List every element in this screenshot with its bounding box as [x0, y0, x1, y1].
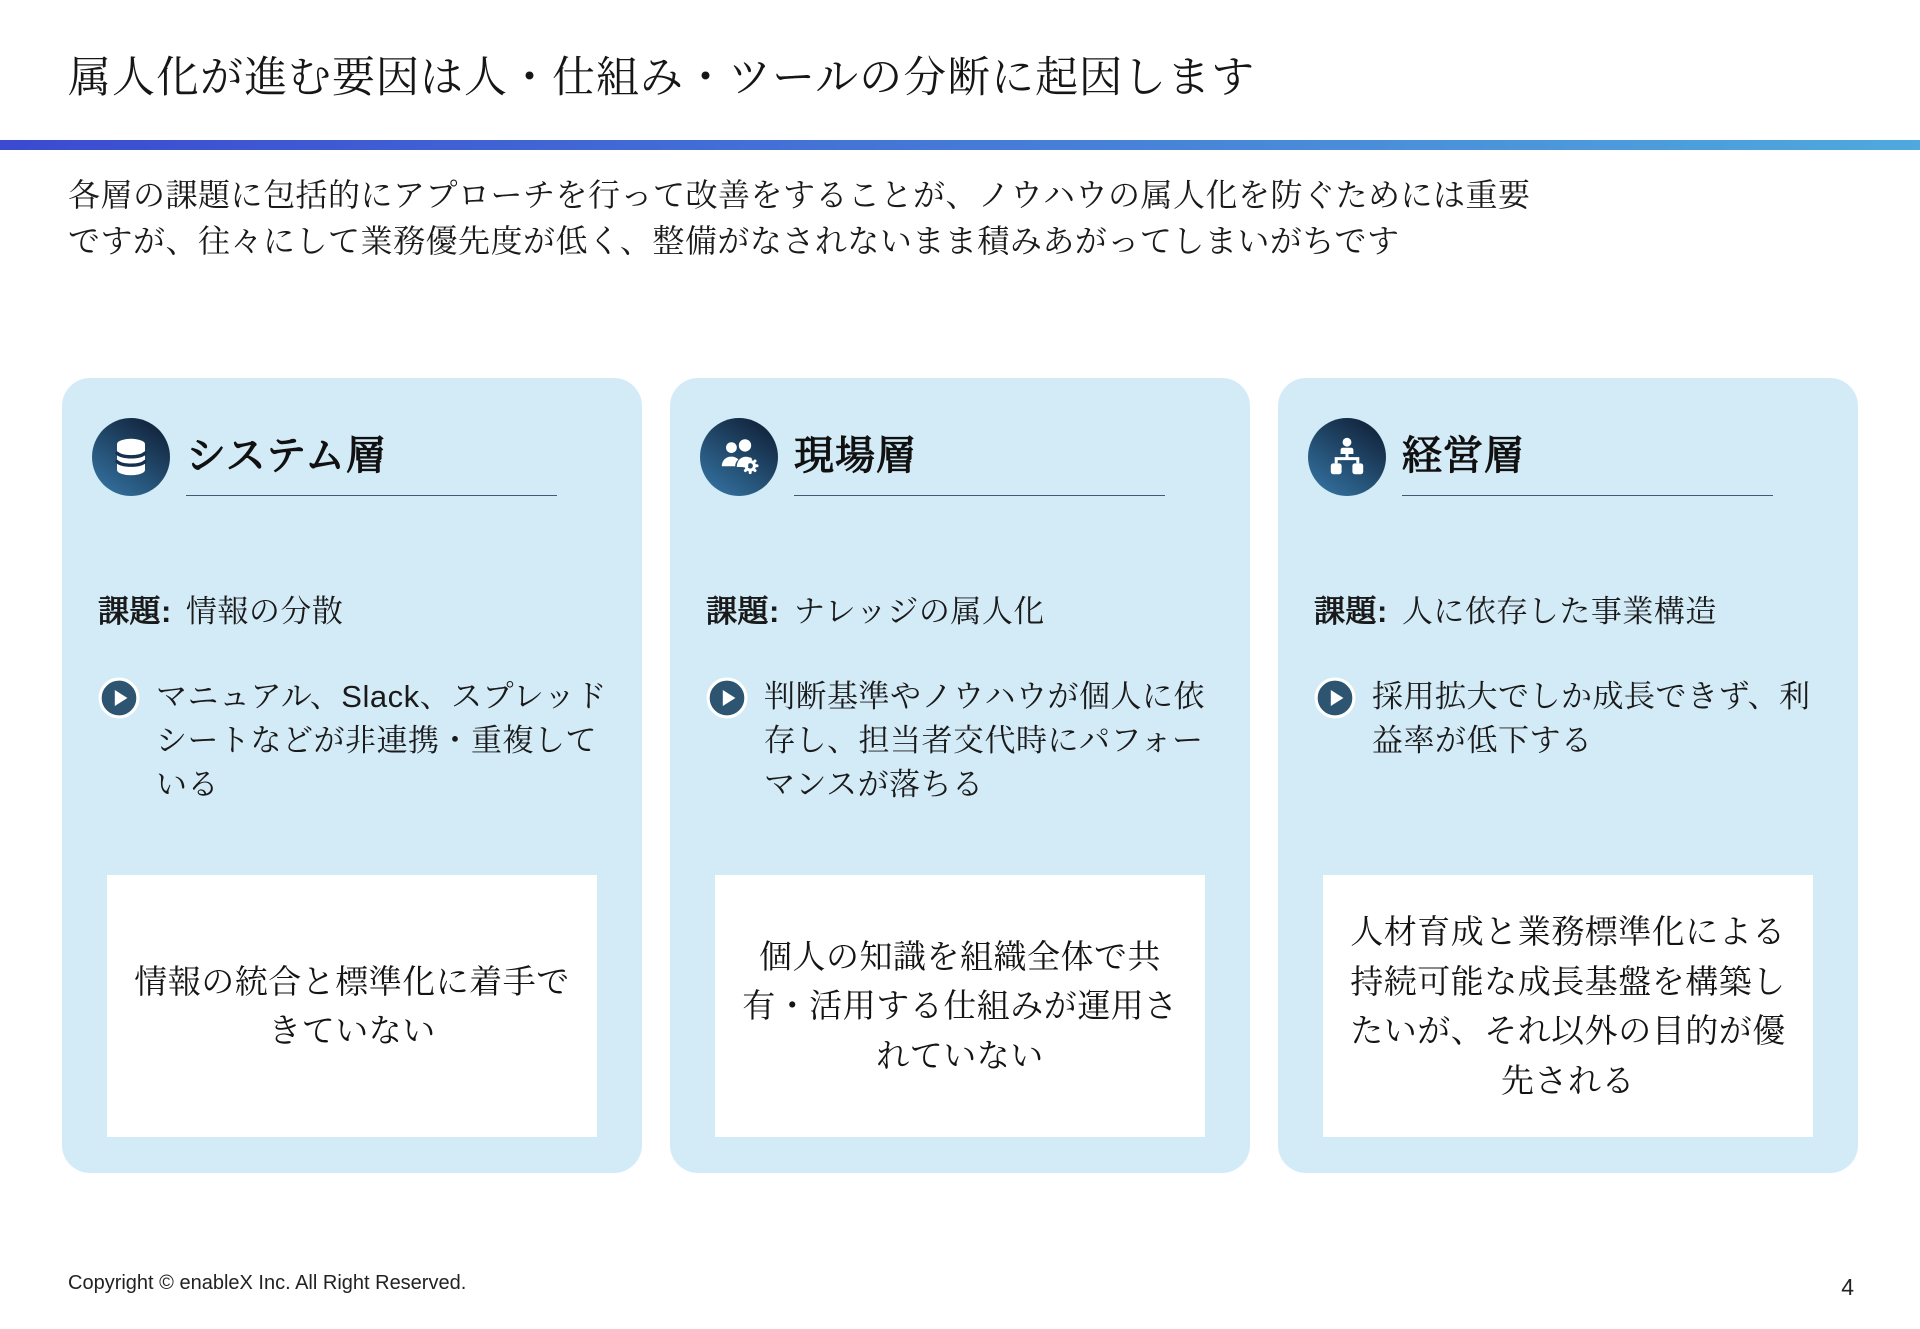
card-system-layer: [62, 378, 642, 1173]
footer-copyright: Copyright © enableX Inc. All Right Reserved.: [68, 1272, 467, 1294]
issue-text: 情報の分散: [185, 594, 344, 629]
card-title: 経営層: [1402, 434, 1525, 478]
card-header: [1308, 418, 1828, 496]
summary-box: [715, 875, 1205, 1137]
summary-box: [107, 875, 597, 1137]
bullet-row: [700, 675, 1220, 807]
card-title-underline: [794, 424, 1165, 496]
issue-text: 人に依存した事業構造: [1401, 594, 1717, 629]
card-title-underline: [1402, 424, 1773, 496]
summary-text: 人材育成と業務標準化による持続可能な成長基盤を構築したいが、それ以外の目的が優先される: [1350, 913, 1786, 1099]
summary-text: 個人の知識を組織全体で共有・活用する仕組みが運用されていない: [742, 937, 1178, 1074]
bullet-text: マニュアル、Slack、スプレッドシートなどが非連携・重複している: [156, 679, 608, 803]
summary-text: 情報の統合と標準化に着手できていない: [134, 962, 570, 1049]
play-bullet-icon: [98, 677, 140, 719]
slide-subtitle: 各層の課題に包括的にアプローチを行って改善をすることが、ノウハウの属人化を防ぐためには重要ですが、往々にして業務優先度が低く、整備がなされないまま積みあがってしまいがちです: [68, 177, 1531, 260]
team-gear-icon: [700, 418, 778, 496]
card-title-underline: [186, 424, 557, 496]
cards-row: [62, 378, 1858, 1173]
bullet-row: [1308, 675, 1828, 763]
summary-box: [1323, 875, 1813, 1137]
issue-row: [700, 586, 1220, 631]
play-bullet-icon: [1314, 677, 1356, 719]
issue-text: ナレッジの属人化: [793, 594, 1045, 629]
bullet-text: 採用拡大でしか成長できず、利益率が低下する: [1372, 679, 1811, 759]
database-icon: [92, 418, 170, 496]
org-chart-icon: [1308, 418, 1386, 496]
bullet-text: 判断基準やノウハウが個人に依存し、担当者交代時にパフォーマンスが落ちる: [764, 679, 1205, 803]
card-field-layer: [670, 378, 1250, 1173]
issue-row: [1308, 586, 1828, 631]
card-management-layer: [1278, 378, 1858, 1173]
issue-label: 課題:: [98, 594, 172, 629]
page-title: 属人化が進む要因は人・仕組み・ツールの分断に起因します: [68, 54, 1256, 102]
bullet-row: [92, 675, 612, 807]
card-header: [92, 418, 612, 496]
issue-label: 課題:: [1314, 594, 1388, 629]
play-bullet-icon: [706, 677, 748, 719]
card-title: 現場層: [794, 434, 917, 478]
issue-label: 課題:: [706, 594, 780, 629]
card-title: システム層: [186, 434, 387, 478]
title-accent-bar: [0, 140, 1920, 150]
card-header: [700, 418, 1220, 496]
page-number: 4: [1841, 1274, 1854, 1300]
issue-row: [92, 586, 612, 631]
